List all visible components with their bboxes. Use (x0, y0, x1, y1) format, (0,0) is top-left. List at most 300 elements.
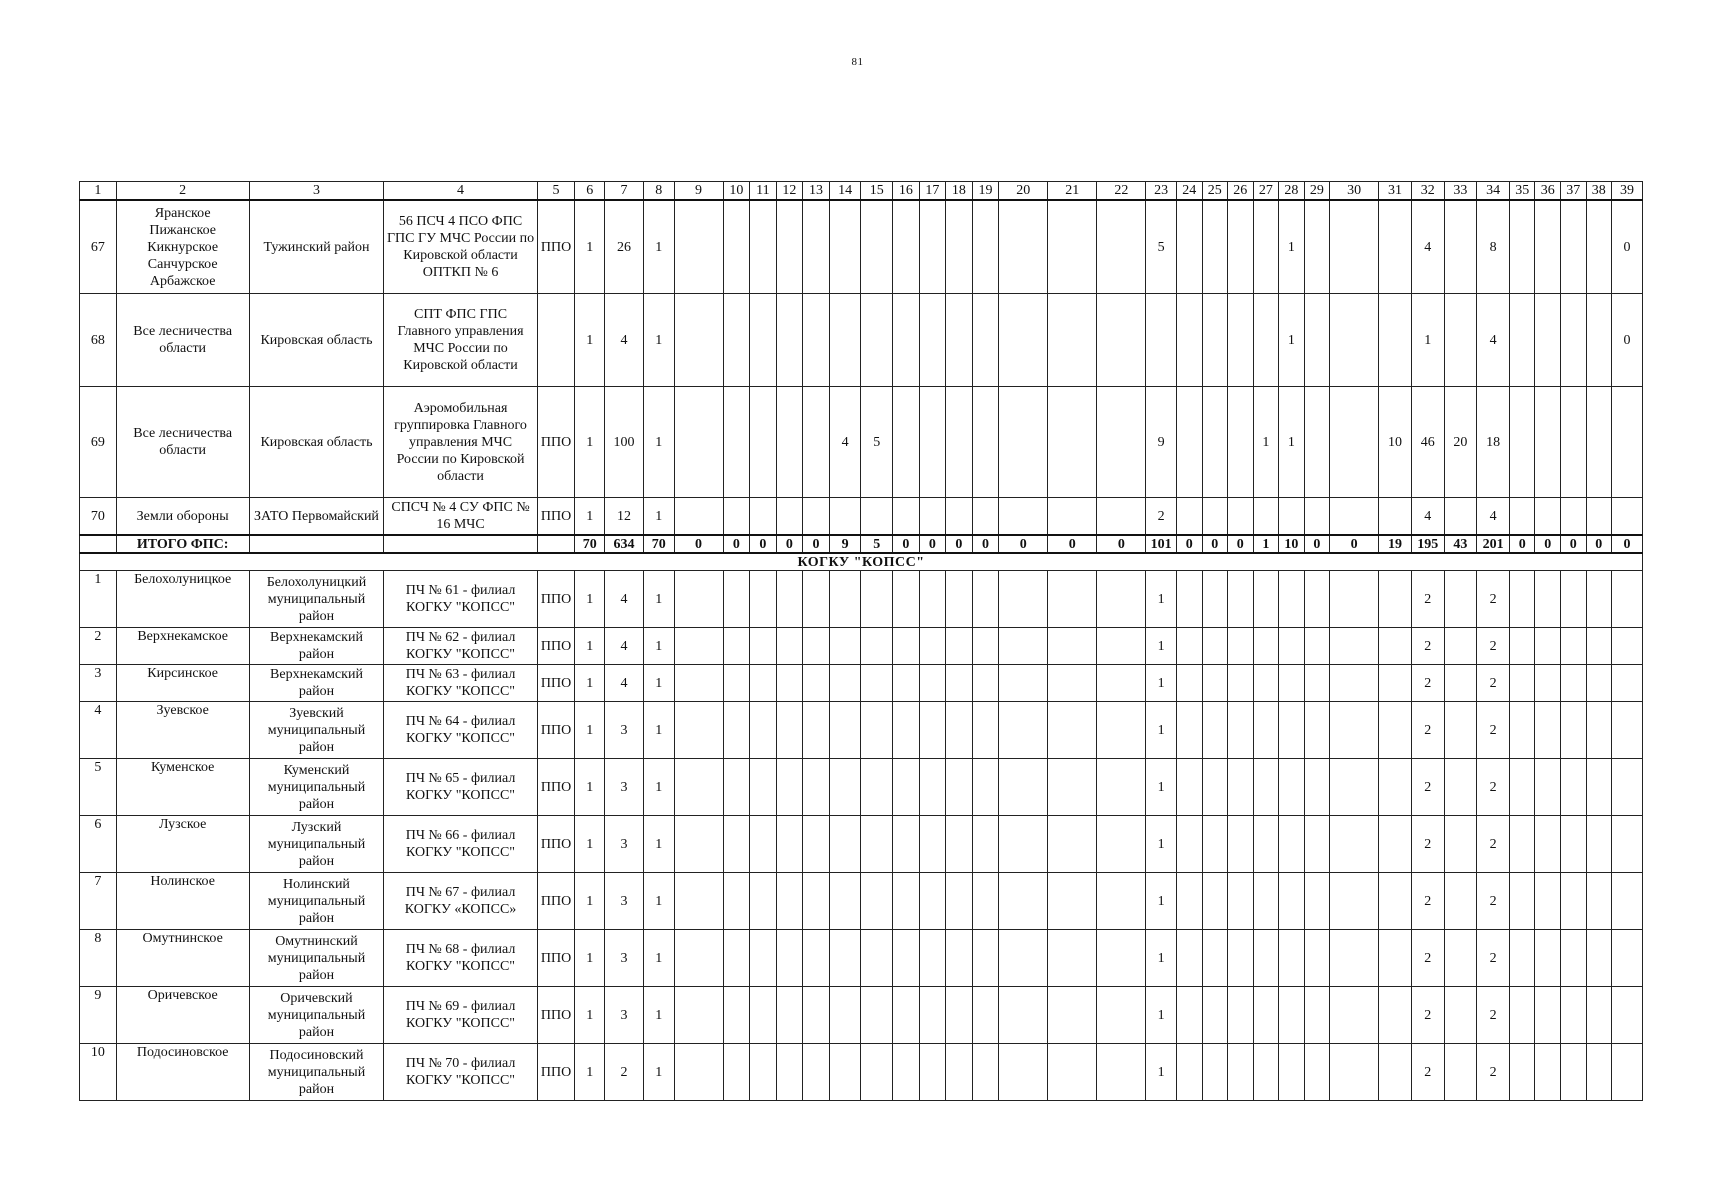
column-header: 13 (803, 182, 830, 201)
table-cell: 2 (1477, 571, 1510, 628)
table-cell (384, 535, 537, 553)
table-cell: 1 (643, 498, 674, 536)
table-row (80, 816, 1643, 873)
table-cell (750, 628, 777, 665)
table-cell (1097, 200, 1146, 294)
table-cell (1444, 1044, 1477, 1101)
table-cell (1097, 1044, 1146, 1101)
table-cell (829, 702, 861, 759)
total-value: 0 (1048, 535, 1097, 553)
table-cell (1586, 702, 1612, 759)
table-cell (1097, 387, 1146, 498)
table-cell (972, 571, 999, 628)
table-cell: 3 (605, 759, 644, 816)
table-cell (861, 816, 893, 873)
table-cell (1202, 873, 1228, 930)
district-cell: Нолинский муниципальный район (249, 873, 384, 930)
unit-name-cell: ПЧ № 61 - филиал КОГКУ "КОПСС" (384, 571, 537, 628)
table-cell (1176, 628, 1202, 665)
table-cell (946, 571, 973, 628)
table-cell (1202, 665, 1228, 702)
table-cell (1509, 873, 1535, 930)
table-cell (893, 387, 920, 498)
column-header: 2 (116, 182, 249, 201)
table-cell (1146, 294, 1177, 387)
table-cell (1330, 628, 1379, 665)
table-cell (1509, 665, 1535, 702)
table-cell (1535, 873, 1561, 930)
total-value: 0 (1509, 535, 1535, 553)
table-cell: 2 (1411, 987, 1444, 1044)
table-cell (1228, 571, 1254, 628)
table-cell: 1 (1253, 387, 1279, 498)
table-cell (919, 665, 946, 702)
district-cell: Омутнинский муниципальный район (249, 930, 384, 987)
table-cell: 4 (605, 628, 644, 665)
total-value: 101 (1146, 535, 1177, 553)
table-cell: 20 (1444, 387, 1477, 498)
total-value: 0 (723, 535, 750, 553)
table-cell (1444, 816, 1477, 873)
table-cell (861, 665, 893, 702)
table-cell: 1 (575, 702, 605, 759)
table-cell (919, 759, 946, 816)
table-cell: 2 (1411, 930, 1444, 987)
table-cell: 1 (1146, 987, 1177, 1044)
table-cell (723, 702, 750, 759)
table-cell: 1 (1279, 387, 1305, 498)
table-cell: 1 (575, 294, 605, 387)
territory-cell: Куменское (116, 759, 249, 816)
territory-cell: Кирсинское (116, 665, 249, 702)
row-number: 9 (80, 987, 117, 1044)
table-cell (1330, 294, 1379, 387)
table-cell (537, 535, 575, 553)
table-cell: 1 (643, 702, 674, 759)
total-value: 195 (1411, 535, 1444, 553)
table-cell (1228, 1044, 1254, 1101)
table-cell (750, 702, 777, 759)
table-cell (1253, 759, 1279, 816)
table-cell (1048, 294, 1097, 387)
table-cell (919, 294, 946, 387)
unit-name-cell: ПЧ № 68 - филиал КОГКУ "КОПСС" (384, 930, 537, 987)
table-cell (1048, 498, 1097, 536)
table-cell (1097, 816, 1146, 873)
table-cell (1048, 665, 1097, 702)
table-cell (1561, 1044, 1587, 1101)
table-cell (1379, 628, 1412, 665)
unit-name-cell: Аэромобильная группировка Главного управления МЧС России по Кировской области (384, 387, 537, 498)
table-cell (1561, 930, 1587, 987)
table-cell (972, 873, 999, 930)
table-cell: 4 (1411, 200, 1444, 294)
table-cell (1048, 930, 1097, 987)
table-cell (1379, 873, 1412, 930)
table-cell (723, 1044, 750, 1101)
table-cell (1228, 987, 1254, 1044)
table-cell: 0 (1612, 294, 1643, 387)
table-cell (723, 294, 750, 387)
table-cell: 2 (1477, 1044, 1510, 1101)
table-cell (946, 498, 973, 536)
table-row (80, 387, 1643, 498)
row-number: 2 (80, 628, 117, 665)
table-cell (1586, 665, 1612, 702)
total-value: 43 (1444, 535, 1477, 553)
table-cell: 2 (1411, 702, 1444, 759)
table-cell (750, 1044, 777, 1101)
table-cell (999, 702, 1048, 759)
district-cell: Зуевский муниципальный район (249, 702, 384, 759)
table-cell (776, 1044, 803, 1101)
table-cell (750, 200, 777, 294)
row-number: 68 (80, 294, 117, 387)
table-cell (674, 294, 723, 387)
table-cell: 4 (605, 665, 644, 702)
table-cell (1330, 702, 1379, 759)
column-header: 12 (776, 182, 803, 201)
table-cell (972, 294, 999, 387)
table-cell (1612, 702, 1643, 759)
table-cell (1202, 987, 1228, 1044)
table-cell (972, 816, 999, 873)
table-cell (1253, 665, 1279, 702)
table-cell (1535, 571, 1561, 628)
unit-name-cell: СПТ ФПС ГПС Главного управления МЧС России по Кировской области (384, 294, 537, 387)
table-cell (829, 665, 861, 702)
table-cell: 2 (1411, 873, 1444, 930)
table-cell (1228, 628, 1254, 665)
table-cell (1048, 200, 1097, 294)
column-header: 36 (1535, 182, 1561, 201)
column-number-row (80, 182, 1643, 201)
table-cell (1202, 1044, 1228, 1101)
table-cell (674, 987, 723, 1044)
table-cell (1535, 702, 1561, 759)
column-header: 7 (605, 182, 644, 201)
table-cell (1379, 294, 1412, 387)
territory-cell: Земли обороны (116, 498, 249, 536)
table-cell (1509, 571, 1535, 628)
table-cell: ППО (537, 1044, 575, 1101)
table-cell (999, 628, 1048, 665)
column-header: 34 (1477, 182, 1510, 201)
table-cell (1176, 702, 1202, 759)
total-value: 70 (643, 535, 674, 553)
table-cell (1535, 759, 1561, 816)
table-cell: 1 (1279, 200, 1305, 294)
table-cell (723, 873, 750, 930)
table-cell: 100 (605, 387, 644, 498)
table-cell (1586, 1044, 1612, 1101)
table-cell (946, 387, 973, 498)
total-value: 0 (1304, 535, 1330, 553)
table-cell (1379, 498, 1412, 536)
table-cell (1048, 873, 1097, 930)
table-cell (1202, 702, 1228, 759)
table-cell (1304, 200, 1330, 294)
table-cell (249, 535, 384, 553)
row-number: 4 (80, 702, 117, 759)
table-cell (1253, 702, 1279, 759)
table-cell (1612, 759, 1643, 816)
table-cell (1097, 987, 1146, 1044)
table-cell: 3 (605, 987, 644, 1044)
table-cell: 1 (1146, 702, 1177, 759)
total-value: 0 (1612, 535, 1643, 553)
district-cell: Оричевский муниципальный район (249, 987, 384, 1044)
table-cell (776, 387, 803, 498)
table-cell (1253, 571, 1279, 628)
table-cell (1176, 1044, 1202, 1101)
table-cell: 4 (605, 571, 644, 628)
table-cell (1097, 873, 1146, 930)
table-cell: ППО (537, 816, 575, 873)
table-cell (674, 816, 723, 873)
table-cell (674, 873, 723, 930)
table-cell (999, 200, 1048, 294)
table-cell (946, 200, 973, 294)
table-cell (1048, 759, 1097, 816)
unit-name-cell: ПЧ № 69 - филиал КОГКУ "КОПСС" (384, 987, 537, 1044)
table-cell: 2 (1477, 930, 1510, 987)
table-cell (723, 200, 750, 294)
table-cell (1176, 665, 1202, 702)
territory-cell: Лузское (116, 816, 249, 873)
table-cell (1535, 200, 1561, 294)
table-cell (674, 1044, 723, 1101)
table-cell (803, 498, 830, 536)
unit-name-cell: ПЧ № 63 - филиал КОГКУ "КОПСС" (384, 665, 537, 702)
table-cell (1176, 816, 1202, 873)
table-cell (674, 498, 723, 536)
table-cell (723, 930, 750, 987)
district-cell: ЗАТО Первомайский (249, 498, 384, 536)
table-cell (946, 930, 973, 987)
table-cell (999, 930, 1048, 987)
table-cell (861, 294, 893, 387)
table-cell (803, 571, 830, 628)
total-value: 634 (605, 535, 644, 553)
table-cell: 1 (643, 571, 674, 628)
table-cell (919, 987, 946, 1044)
table-cell (1535, 1044, 1561, 1101)
table-cell (750, 816, 777, 873)
table-cell (1279, 628, 1305, 665)
table-cell (946, 294, 973, 387)
total-value: 0 (1097, 535, 1146, 553)
territory-cell: Нолинское (116, 873, 249, 930)
table-cell: 8 (1477, 200, 1510, 294)
table-cell (1330, 387, 1379, 498)
table-cell (1228, 387, 1254, 498)
table-cell (1561, 702, 1587, 759)
table-cell (1176, 387, 1202, 498)
table-cell (999, 1044, 1048, 1101)
unit-name-cell: 56 ПСЧ 4 ПСО ФПС ГПС ГУ МЧС России по Кировской области ОПТКП № 6 (384, 200, 537, 294)
table-cell (829, 930, 861, 987)
table-cell (1561, 873, 1587, 930)
table-cell (1379, 571, 1412, 628)
territory-cell: Подосиновское (116, 1044, 249, 1101)
column-header: 9 (674, 182, 723, 201)
table-cell (1253, 930, 1279, 987)
table-cell (893, 294, 920, 387)
district-cell: Куменский муниципальный район (249, 759, 384, 816)
table-cell (803, 873, 830, 930)
table-cell: ППО (537, 930, 575, 987)
table-cell (1612, 387, 1643, 498)
total-value: 0 (674, 535, 723, 553)
table-cell (803, 759, 830, 816)
table-cell (1561, 571, 1587, 628)
table-cell (1048, 816, 1097, 873)
table-cell: ППО (537, 873, 575, 930)
table-cell (972, 665, 999, 702)
table-cell (1444, 759, 1477, 816)
table-cell (1535, 816, 1561, 873)
table-cell (674, 628, 723, 665)
table-row (80, 1044, 1643, 1101)
table-cell: 2 (1477, 759, 1510, 816)
table-cell (893, 873, 920, 930)
total-value: 0 (946, 535, 973, 553)
table-cell (1586, 930, 1612, 987)
table-cell (861, 498, 893, 536)
total-value: 70 (575, 535, 605, 553)
table-cell (861, 702, 893, 759)
table-cell (776, 628, 803, 665)
table-cell (1253, 1044, 1279, 1101)
territory-cell: Яранское Пижанское Кикнурское Санчурское Арбажское (116, 200, 249, 294)
table-cell (829, 498, 861, 536)
table-cell: 2 (1411, 759, 1444, 816)
table-cell: 1 (1411, 294, 1444, 387)
table-cell (750, 987, 777, 1044)
table-cell: 2 (1477, 628, 1510, 665)
table-cell (1279, 987, 1305, 1044)
table-cell (1279, 930, 1305, 987)
row-number: 3 (80, 665, 117, 702)
table-cell: 1 (575, 930, 605, 987)
table-cell (1535, 930, 1561, 987)
table-cell (1228, 930, 1254, 987)
table-cell (1048, 387, 1097, 498)
column-header: 18 (946, 182, 973, 201)
row-number: 5 (80, 759, 117, 816)
table-cell: ППО (537, 571, 575, 628)
table-cell (776, 816, 803, 873)
table-cell: ППО (537, 628, 575, 665)
column-header: 24 (1176, 182, 1202, 201)
table-cell (893, 628, 920, 665)
table-cell (1202, 498, 1228, 536)
table-cell (776, 498, 803, 536)
table-cell (1586, 571, 1612, 628)
table-cell (1330, 930, 1379, 987)
unit-name-cell: ПЧ № 65 - филиал КОГКУ "КОПСС" (384, 759, 537, 816)
column-header: 23 (1146, 182, 1177, 201)
territory-cell: Оричевское (116, 987, 249, 1044)
table-cell (776, 873, 803, 930)
table-cell: 4 (1411, 498, 1444, 536)
table-cell (674, 665, 723, 702)
table-cell (1304, 294, 1330, 387)
table-cell: 3 (605, 930, 644, 987)
table-cell (1444, 200, 1477, 294)
table-cell (1379, 987, 1412, 1044)
column-header: 39 (1612, 182, 1643, 201)
table-cell (1330, 1044, 1379, 1101)
table-cell (1612, 1044, 1643, 1101)
table-cell (861, 987, 893, 1044)
table-cell (1509, 498, 1535, 536)
table-cell (1304, 702, 1330, 759)
section-header-row (80, 553, 1643, 571)
table-cell (1228, 665, 1254, 702)
table-cell (1279, 1044, 1305, 1101)
table-cell (893, 930, 920, 987)
column-header: 17 (919, 182, 946, 201)
table-cell (893, 571, 920, 628)
table-cell (1097, 571, 1146, 628)
table-cell (1097, 498, 1146, 536)
table-row (80, 759, 1643, 816)
unit-name-cell: ПЧ № 67 - филиал КОГКУ «КОПСС» (384, 873, 537, 930)
table-cell: 1 (1146, 759, 1177, 816)
table-row (80, 665, 1643, 702)
table-cell: 1 (575, 628, 605, 665)
district-cell: Белохолуницкий муниципальный район (249, 571, 384, 628)
table-cell (1561, 387, 1587, 498)
table-row (80, 702, 1643, 759)
table-cell (1279, 498, 1305, 536)
table-cell (919, 930, 946, 987)
table-cell: 3 (605, 702, 644, 759)
table-body (80, 182, 1643, 1101)
table-cell (1612, 571, 1643, 628)
table-cell (1586, 294, 1612, 387)
table-cell (1586, 387, 1612, 498)
table-cell (723, 987, 750, 1044)
table-cell (829, 1044, 861, 1101)
table-cell (972, 387, 999, 498)
table-cell (919, 498, 946, 536)
column-header: 8 (643, 182, 674, 201)
total-value: 10 (1279, 535, 1305, 553)
table-cell (776, 702, 803, 759)
table-cell (972, 930, 999, 987)
column-header: 1 (80, 182, 117, 201)
table-cell (674, 702, 723, 759)
table-cell: ППО (537, 987, 575, 1044)
table-cell (999, 571, 1048, 628)
table-cell (1304, 930, 1330, 987)
table-cell: 4 (605, 294, 644, 387)
table-cell (803, 628, 830, 665)
table-cell (1176, 498, 1202, 536)
total-value: 0 (893, 535, 920, 553)
table-cell (723, 628, 750, 665)
table-cell (1097, 702, 1146, 759)
table-cell (893, 702, 920, 759)
table-cell: 1 (575, 759, 605, 816)
table-cell (1228, 873, 1254, 930)
table-cell (537, 294, 575, 387)
table-cell (80, 535, 117, 553)
column-header: 10 (723, 182, 750, 201)
